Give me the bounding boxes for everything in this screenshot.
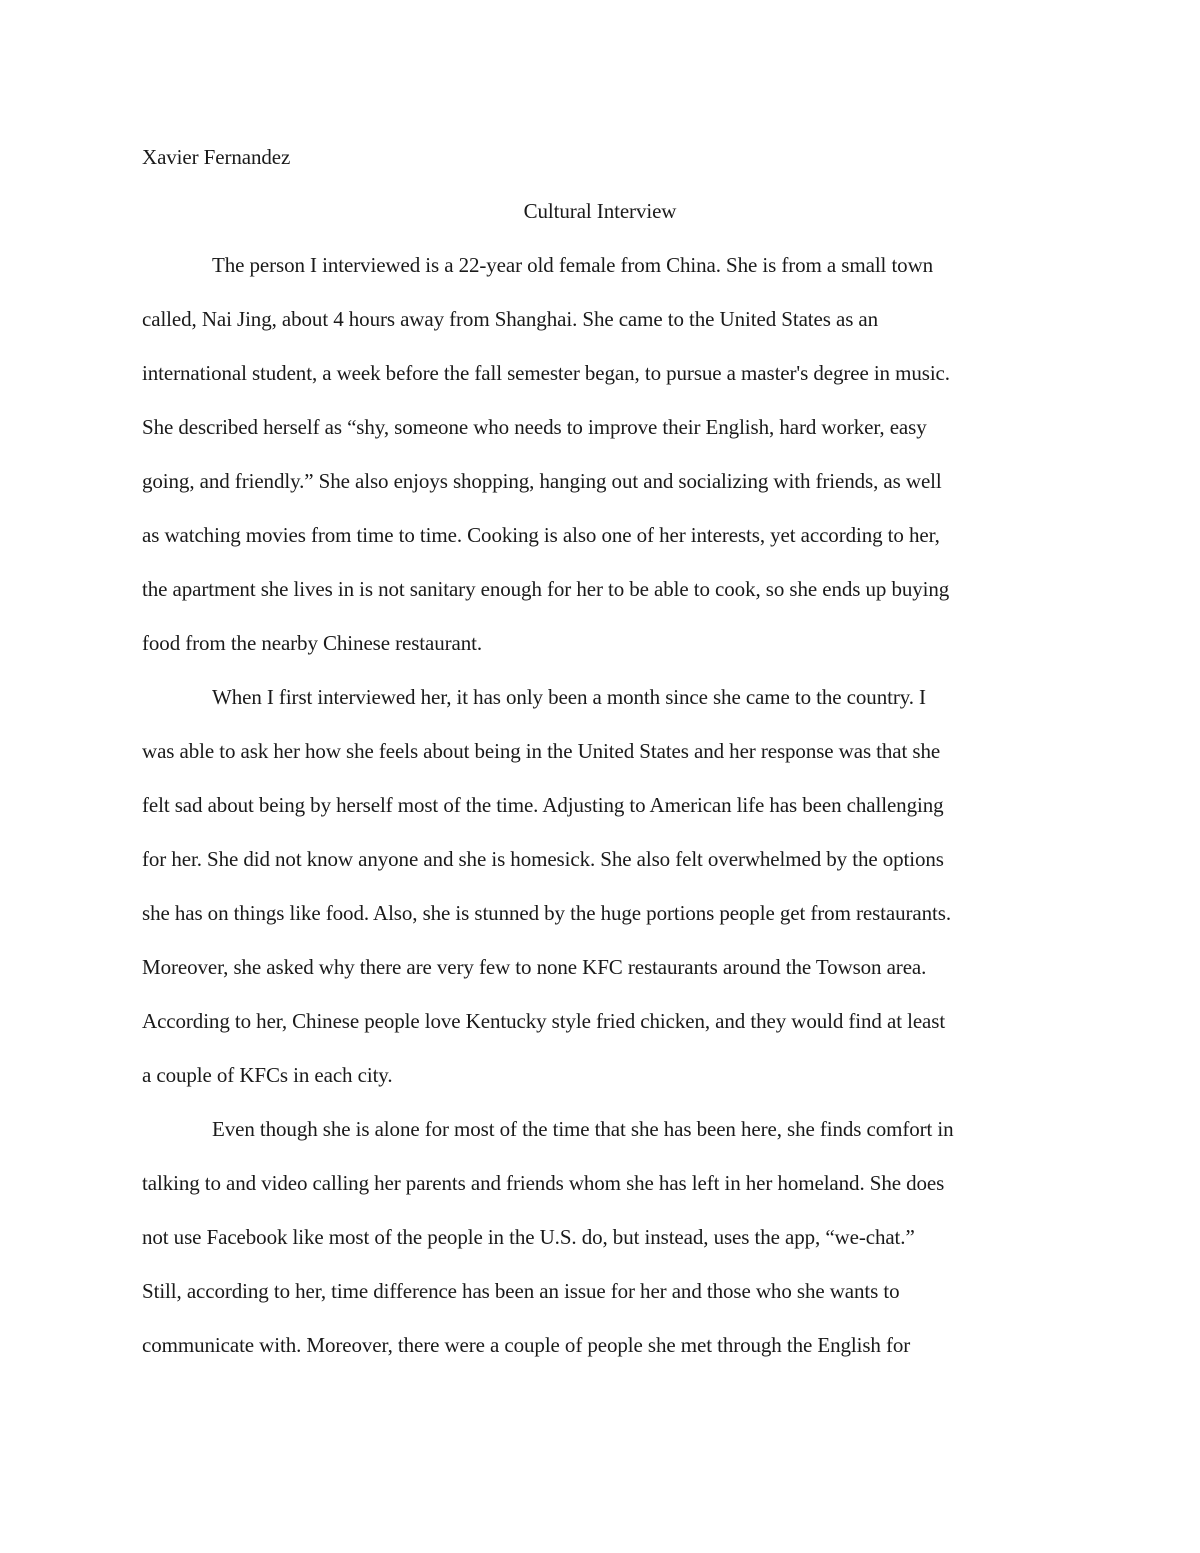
text-line: The person I interviewed is a 22-year old female from China. She is from a small town [212,253,934,277]
text-line: was able to ask her how she feels about being in the United States and her response was that she [142,739,941,763]
text-line: Even though she is alone for most of the time that she has been here, she finds comfort in [212,1117,954,1141]
text-line: the apartment she lives in is not sanitary enough for her to be able to cook, so she ends up buying [142,577,950,601]
text-line: for her. She did not know anyone and she is homesick. She also felt overwhelmed by the options [142,847,944,871]
text-line: as watching movies from time to time. Cooking is also one of her interests, yet according to her, [142,523,940,547]
text-line: going, and friendly.” She also enjoys shopping, hanging out and socializing with friends, as well [142,469,942,493]
text-line: international student, a week before the fall semester began, to pursue a master's degree in music. [142,361,950,385]
text-line: When I first interviewed her, it has only been a month since she came to the country. I [212,685,926,709]
text-line: According to her, Chinese people love Kentucky style fried chicken, and they would find at least [142,1009,946,1033]
author-name: Xavier Fernandez [142,145,291,169]
text-line: she has on things like food. Also, she is stunned by the huge portions people get from restaurants. [142,901,951,925]
text-line: Still, according to her, time difference has been an issue for her and those who she wants to [142,1279,900,1303]
text-line: talking to and video calling her parents and friends whom she has left in her homeland. She does [142,1171,945,1195]
text-line: felt sad about being by herself most of the time. Adjusting to American life has been challenging [142,793,944,817]
text-line: a couple of KFCs in each city. [142,1063,393,1087]
text-line: food from the nearby Chinese restaurant. [142,631,483,655]
text-line: Moreover, she asked why there are very few to none KFC restaurants around the Towson area. [142,955,927,979]
text-line: communicate with. Moreover, there were a couple of people she met through the English for [142,1333,911,1357]
text-line: She described herself as “shy, someone who needs to improve their English, hard worker, easy [142,415,927,439]
text-line: not use Facebook like most of the people in the U.S. do, but instead, uses the app, “we-chat.” [142,1225,915,1249]
text-line: called, Nai Jing, about 4 hours away from Shanghai. She came to the United States as an [142,307,879,331]
document-title: Cultural Interview [523,199,677,223]
